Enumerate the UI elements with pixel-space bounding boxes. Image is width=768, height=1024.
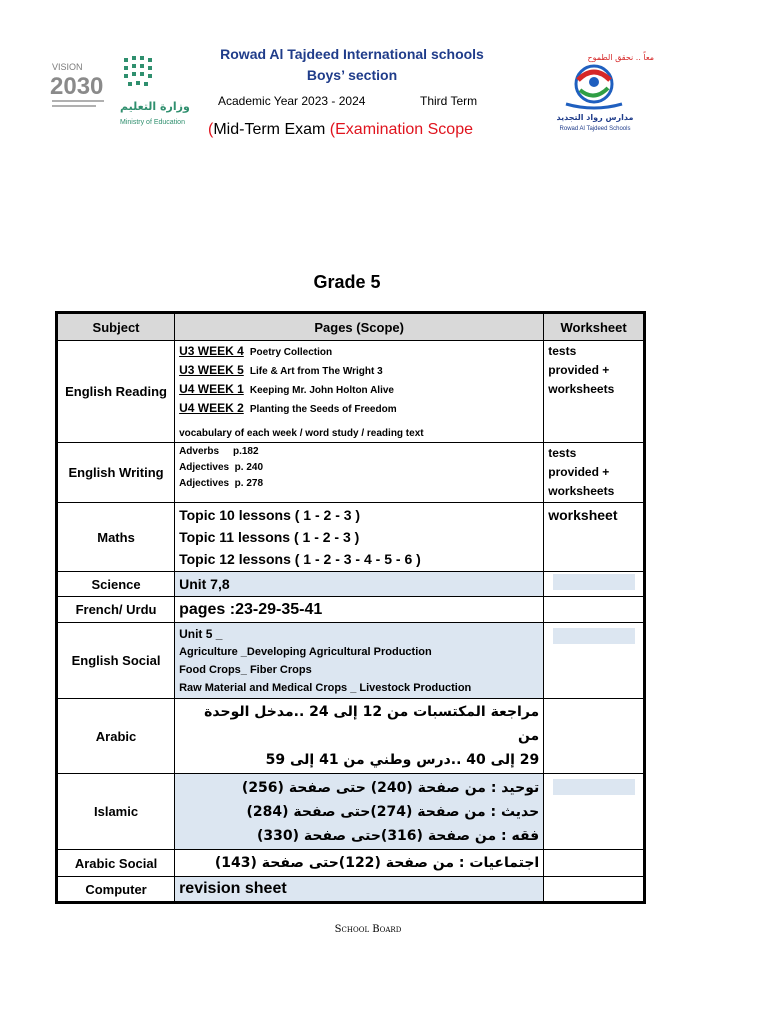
subject-arabic-social: Arabic Social bbox=[57, 850, 175, 877]
worksheet-science bbox=[544, 572, 645, 597]
header-pages: Pages (Scope) bbox=[175, 313, 544, 341]
subject-maths: Maths bbox=[57, 503, 175, 572]
pages-computer: revision sheet bbox=[175, 877, 544, 903]
term: Third Term bbox=[420, 94, 478, 108]
header-worksheet: Worksheet bbox=[544, 313, 645, 341]
worksheet-arabic bbox=[544, 699, 645, 774]
subject-arabic: Arabic bbox=[57, 699, 175, 774]
worksheet-arabic-social bbox=[544, 850, 645, 877]
table-row bbox=[57, 597, 645, 623]
exam-title bbox=[208, 121, 473, 139]
pages-islamic: توحيد : من صفحة (240) حتى صفحة (256) حديث : من صفحة (274)حتى صفحة (284) فقه : من صفحة (316)حتى صفحة (330) bbox=[175, 774, 544, 850]
subject-computer: Computer bbox=[57, 877, 175, 903]
school-arabic-text: مدارس رواد التجديد bbox=[556, 113, 634, 122]
table-row bbox=[57, 443, 645, 503]
table-row bbox=[57, 850, 645, 877]
table-row bbox=[57, 572, 645, 597]
pages-english-social: Unit 5 _ Agriculture _Developing Agricultural Production Food Crops_ Fiber Crops Raw Material and Medical Crops _ Livestock Production bbox=[175, 623, 544, 699]
list-item: U3 WEEK 4 Poetry Collection bbox=[179, 344, 333, 358]
table-row bbox=[57, 503, 645, 572]
subject-english-writing: English Writing bbox=[57, 443, 175, 503]
reading-note: vocabulary of each week / word study / reading text bbox=[179, 428, 424, 439]
school-english-text: Rowad Al Tajdeed Schools bbox=[559, 126, 631, 132]
grade-title: Grade 5 bbox=[313, 272, 381, 292]
table-row bbox=[57, 774, 645, 850]
ministry-logo bbox=[48, 48, 190, 136]
school-logo bbox=[532, 46, 658, 138]
school-name: Rowad Al Tajdeed International schools bbox=[220, 46, 484, 62]
list-item: U4 WEEK 2 Planting the Seeds of Freedom bbox=[179, 401, 397, 415]
pages-french-urdu: pages :23-29-35-41 bbox=[175, 597, 544, 623]
footer-school-board: School Board bbox=[334, 924, 402, 935]
ministry-english-text: Ministry of Education bbox=[120, 119, 185, 126]
worksheet-english-writing: tests provided + worksheets bbox=[544, 443, 645, 503]
subject-english-reading: English Reading bbox=[57, 341, 175, 443]
subject-french-urdu: French/ Urdu bbox=[57, 597, 175, 623]
worksheet-computer bbox=[544, 877, 645, 903]
table-row bbox=[57, 877, 645, 903]
header-subject: Subject bbox=[57, 313, 175, 341]
academic-year: Academic Year 2023 - 2024 bbox=[218, 94, 366, 108]
school-motto-text: معاً .. نحقق الطموح bbox=[587, 53, 654, 62]
list-item: U3 WEEK 5 Life & Art from The Wright 3 bbox=[179, 363, 383, 377]
worksheet-french-urdu bbox=[544, 597, 645, 623]
table-row bbox=[57, 699, 645, 774]
exam-scope: (Examination Scope bbox=[329, 121, 473, 138]
pages-english-writing: Adverbs p.182 Adjectives p. 240 Adjectives p. 278 bbox=[175, 443, 544, 503]
exam-label: Mid-Term Exam bbox=[213, 121, 326, 138]
section-name: Boys’ section bbox=[306, 67, 398, 83]
table-header-row bbox=[57, 313, 645, 341]
subject-islamic: Islamic bbox=[57, 774, 175, 850]
subject-science: Science bbox=[57, 572, 175, 597]
table-row bbox=[57, 623, 645, 699]
worksheet-english-reading: tests provided + worksheets bbox=[544, 341, 645, 443]
table-row bbox=[57, 341, 645, 443]
pages-science: Unit 7,8 bbox=[175, 572, 544, 597]
exam-paren: ( bbox=[208, 121, 214, 138]
list-item: U4 WEEK 1 Keeping Mr. John Holton Alive bbox=[179, 382, 394, 396]
worksheet-english-social bbox=[544, 623, 645, 699]
ministry-arabic-text: وزارة التعليم bbox=[120, 100, 190, 113]
pages-maths: Topic 10 lessons ( 1 - 2 - 3 ) Topic 11 lessons ( 1 - 2 - 3 ) Topic 12 lessons ( 1 - 2 - 3 - 4 - 5 - 6 ) bbox=[175, 503, 544, 572]
pages-english-reading bbox=[175, 341, 544, 443]
pages-arabic: مراجعة المكتسبات من 12 إلى 24 ..مدخل الوحدة من 29 إلى 40 ..درس وطني من 41 إلى 59 bbox=[175, 699, 544, 774]
worksheet-maths: worksheet bbox=[544, 503, 645, 572]
year-2030-text: 2030 bbox=[50, 73, 104, 100]
worksheet-islamic bbox=[544, 774, 645, 850]
exam-scope-table bbox=[55, 311, 646, 904]
pages-arabic-social: اجتماعيات : من صفحة (122)حتى صفحة (143) bbox=[175, 850, 544, 877]
vision-text: VISION bbox=[52, 62, 83, 72]
subject-english-social: English Social bbox=[57, 623, 175, 699]
